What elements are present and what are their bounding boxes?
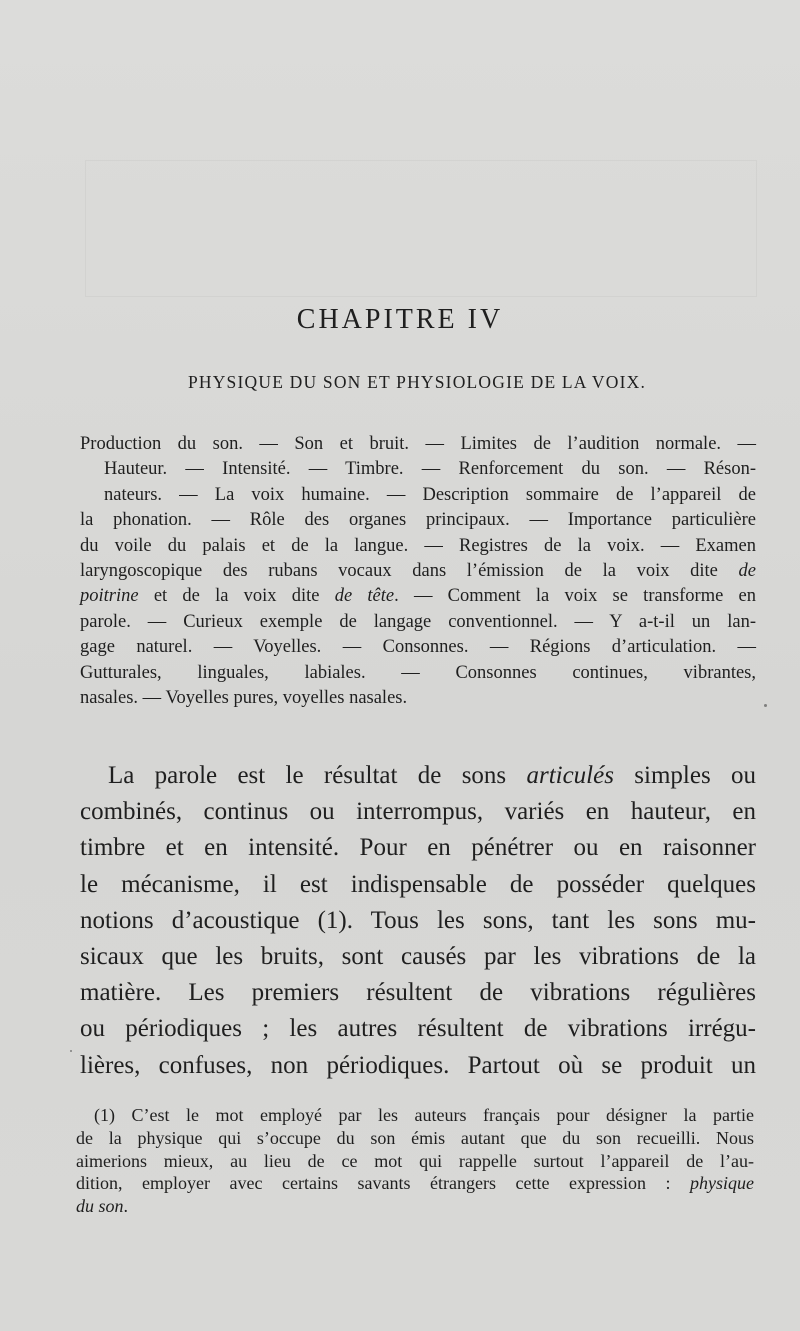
footnote-line: du son. bbox=[76, 1196, 129, 1217]
body-line: La parole est le résultat de sons articulés simples ou bbox=[108, 762, 756, 789]
chapter-summary bbox=[80, 432, 756, 711]
show-through-frame bbox=[85, 160, 757, 297]
summary-line: nateurs. — La voix humaine. — Description sommaire de l’appareil de bbox=[104, 484, 756, 505]
body-line: notions d’acoustique (1). Tous les sons, tant les sons mu- bbox=[80, 906, 756, 934]
body-line: combinés, continus ou interrompus, variés en hauteur, en bbox=[80, 798, 756, 826]
summary-line: parole. — Curieux exemple de langage conventionnel. — Y a-t-il un lan- bbox=[80, 611, 756, 632]
body-line: sicaux que les bruits, sont causés par les vibrations de la bbox=[80, 942, 756, 970]
summary-line: la phonation. — Rôle des organes principaux. — Importance particulière bbox=[80, 510, 756, 531]
summary-line: Production du son. — Son et bruit. — Limites de l’audition normale. — bbox=[80, 434, 756, 454]
summary-line: du voile du palais et de la langue. — Registres de la voix. — Examen bbox=[80, 535, 756, 556]
summary-line: Gutturales, linguales, labiales. — Consonnes continues, vibrantes, bbox=[80, 662, 756, 683]
summary-line: Hauteur. — Intensité. — Timbre. — Renforcement du son. — Réson- bbox=[104, 459, 756, 480]
footnote-line: dition, employer avec certains savants étrangers cette expression : physique bbox=[76, 1173, 754, 1194]
body-line: lières, confuses, non périodiques. Partout où se produit un bbox=[80, 1051, 756, 1079]
chapter-title: CHAPITRE IV bbox=[296, 304, 504, 335]
summary-line: laryngoscopique des rubans vocaux dans l’émission de la voix dite de bbox=[80, 560, 756, 581]
body-line: matière. Les premiers résultent de vibrations régulières bbox=[80, 979, 756, 1007]
footnote-line: de la physique qui s’occupe du son émis autant que du son recueilli. Nous bbox=[76, 1127, 754, 1148]
body-line: timbre et en intensité. Pour en pénétrer ou en raisonner bbox=[80, 834, 756, 862]
body-line: le mécanisme, il est indispensable de posséder quelques bbox=[80, 870, 756, 898]
summary-line: nasales. — Voyelles pures, voyelles nasales. bbox=[80, 687, 408, 708]
body-line: ou périodiques ; les autres résultent de vibrations irrégu- bbox=[80, 1015, 756, 1043]
footnote-line: aimerions mieux, au lieu de ce mot qui rappelle surtout l’appareil de l’au- bbox=[76, 1150, 754, 1171]
summary-line: poitrine et de la voix dite de tête. — Comment la voix se transforme en bbox=[80, 586, 756, 607]
chapter-subtitle: PHYSIQUE DU SON ET PHYSIOLOGIE DE LA VOIX. bbox=[187, 372, 647, 392]
summary-line: gage naturel. — Voyelles. — Consonnes. — Régions d’articulation. — bbox=[80, 637, 756, 658]
body-paragraph bbox=[80, 758, 756, 1084]
paper-speck bbox=[764, 704, 767, 707]
paper-speck bbox=[70, 1050, 72, 1052]
footnote bbox=[76, 1104, 754, 1218]
footnote-line: (1) C’est le mot employé par les auteurs français pour désigner la partie bbox=[94, 1105, 754, 1125]
